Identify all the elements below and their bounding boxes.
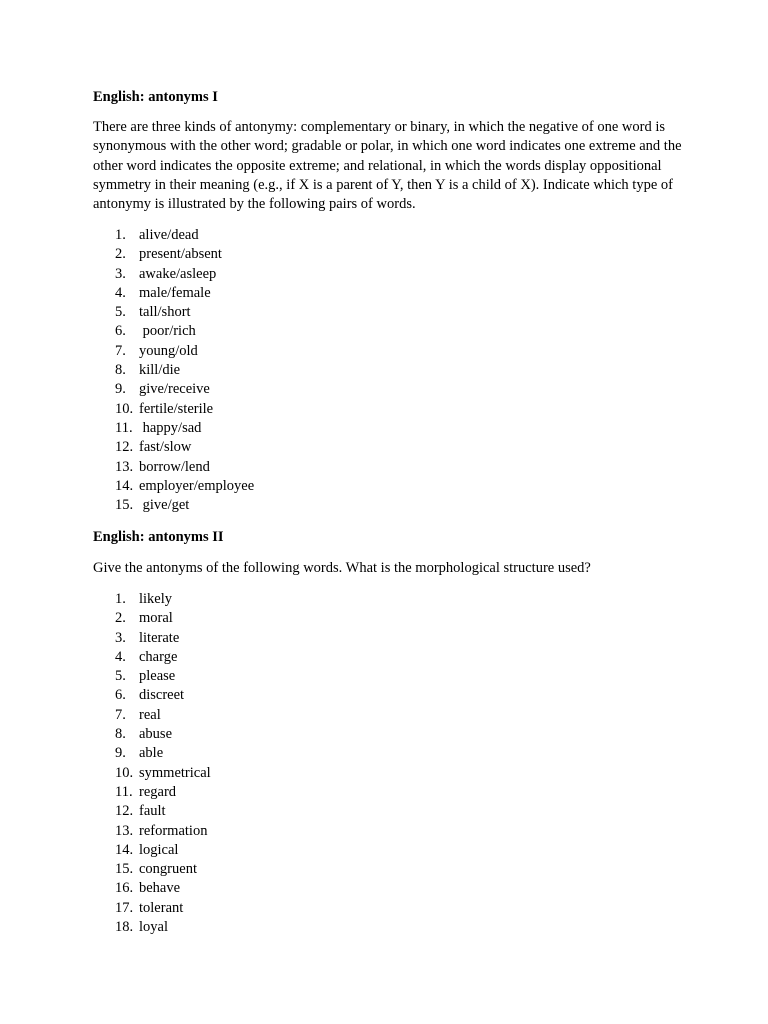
list-item-number: 8. [115, 726, 126, 743]
list-item-text: borrow/lend [139, 458, 210, 475]
list-item-number: 15. [115, 497, 134, 514]
section-instructions-1: There are three kinds of antonymy: complementary or binary, in which the negative of one word is synonymous with the other word; gradable or polar, in which one word indicates one extreme and the other word indicates the opposite extreme; and relational, in which the words display oppositional symmetry in their meaning (e.g., if X is a parent of Y, then Y is a child of X). Indicate which type of antonymy is illustrated by the following pairs of words. [93, 119, 682, 213]
list-item-number: 13. [115, 458, 134, 475]
list-item [93, 496, 493, 515]
list-item [93, 303, 493, 322]
list-item-number: 7. [115, 706, 126, 723]
list-item-text: able [139, 745, 164, 762]
list-item [93, 361, 493, 380]
list-item [93, 706, 493, 725]
list-item-number: 13. [115, 822, 134, 839]
list-item-number: 9. [115, 381, 126, 398]
list-item-number: 4. [115, 648, 126, 665]
list-item-number: 5. [115, 304, 126, 321]
list-item-text: loyal [139, 919, 168, 936]
list-item [93, 822, 493, 841]
list-item-text: young/old [139, 342, 198, 359]
list-item-number: 4. [115, 284, 126, 301]
list-item-text: happy/sad [139, 419, 202, 436]
list-item [93, 918, 493, 937]
list-item-text: symmetrical [139, 764, 211, 781]
list-item [93, 648, 493, 667]
list-item [93, 667, 493, 686]
list-item-text: congruent [139, 861, 197, 878]
list-item-number: 10. [115, 764, 134, 781]
list-item-number: 7. [115, 342, 126, 359]
list-item [93, 419, 493, 438]
list-item-number: 17. [115, 899, 134, 916]
list-item [93, 245, 493, 264]
list-item-number: 14. [115, 841, 134, 858]
list-item-text: charge [139, 648, 178, 665]
section-heading-antonyms-2: English: antonyms II [93, 529, 224, 545]
list-item [93, 744, 493, 763]
list-item [93, 629, 493, 648]
list-item [93, 284, 493, 303]
list-item-text: moral [139, 610, 173, 627]
list-item-text: fertile/sterile [139, 400, 214, 417]
list-item-text: tolerant [139, 899, 184, 916]
list-item-text: fast/slow [139, 439, 192, 456]
list-item [93, 860, 493, 879]
list-item-text: behave [139, 880, 181, 897]
list-item-text: employer/employee [139, 477, 255, 494]
list-item-text: give/get [139, 497, 190, 514]
list-item [93, 265, 493, 284]
list-item [93, 458, 493, 477]
list-item [93, 322, 493, 341]
list-item-text: male/female [139, 284, 211, 301]
list-item-number: 18. [115, 919, 134, 936]
list-item-text: please [139, 668, 176, 685]
list-item-number: 9. [115, 745, 126, 762]
list-item-text: logical [139, 841, 179, 858]
list-item-text: literate [139, 629, 180, 646]
list-item-number: 1. [115, 227, 126, 243]
list-item-text: likely [139, 591, 173, 607]
list-item-number: 11. [115, 783, 133, 800]
list-item [93, 477, 493, 496]
list-item [93, 783, 493, 802]
list-item [93, 400, 493, 419]
list-item-number: 6. [115, 323, 126, 340]
list-item-number: 2. [115, 610, 126, 627]
list-item [93, 841, 493, 860]
list-item [93, 879, 493, 898]
list-item-text: real [139, 706, 161, 723]
section-instructions-2: Give the antonyms of the following words. What is the morphological structure used? [93, 560, 591, 576]
list-item [93, 590, 493, 609]
list-item-number: 3. [115, 629, 126, 646]
list-item-number: 2. [115, 246, 126, 263]
list-item-text: discreet [139, 687, 185, 704]
list-item [93, 609, 493, 628]
list-item-number: 14. [115, 477, 134, 494]
list-item-number: 3. [115, 265, 126, 282]
list-item-number: 12. [115, 439, 134, 456]
list-item [93, 725, 493, 744]
list-item [93, 764, 493, 783]
list-item-number: 6. [115, 687, 126, 704]
list-item [93, 438, 493, 457]
word-list [93, 590, 493, 937]
list-item-number: 12. [115, 803, 134, 820]
list-item-number: 16. [115, 880, 134, 897]
list-item-number: 8. [115, 362, 126, 379]
list-item-text: fault [139, 803, 166, 820]
list-item-text: give/receive [139, 381, 210, 398]
list-item-number: 10. [115, 400, 134, 417]
list-item [93, 899, 493, 918]
list-item-text: reformation [139, 822, 208, 839]
section-heading-antonyms-1: English: antonyms I [93, 89, 218, 105]
list-item-text: kill/die [139, 362, 181, 379]
list-item-text: tall/short [139, 304, 191, 321]
list-item-number: 15. [115, 861, 134, 878]
list-item-text: abuse [139, 726, 173, 743]
list-item-number: 11. [115, 419, 133, 436]
list-item [93, 226, 493, 245]
list-item [93, 686, 493, 705]
list-item-text: awake/asleep [139, 265, 217, 282]
list-item-text: present/absent [139, 246, 222, 263]
list-item-number: 5. [115, 668, 126, 685]
list-item-text: alive/dead [139, 227, 199, 243]
list-item-text: regard [139, 783, 177, 800]
word-pair-list [93, 226, 493, 515]
list-item [93, 802, 493, 821]
list-item-number: 1. [115, 591, 126, 607]
list-item [93, 342, 493, 361]
list-item [93, 380, 493, 399]
list-item-text: poor/rich [139, 323, 196, 340]
